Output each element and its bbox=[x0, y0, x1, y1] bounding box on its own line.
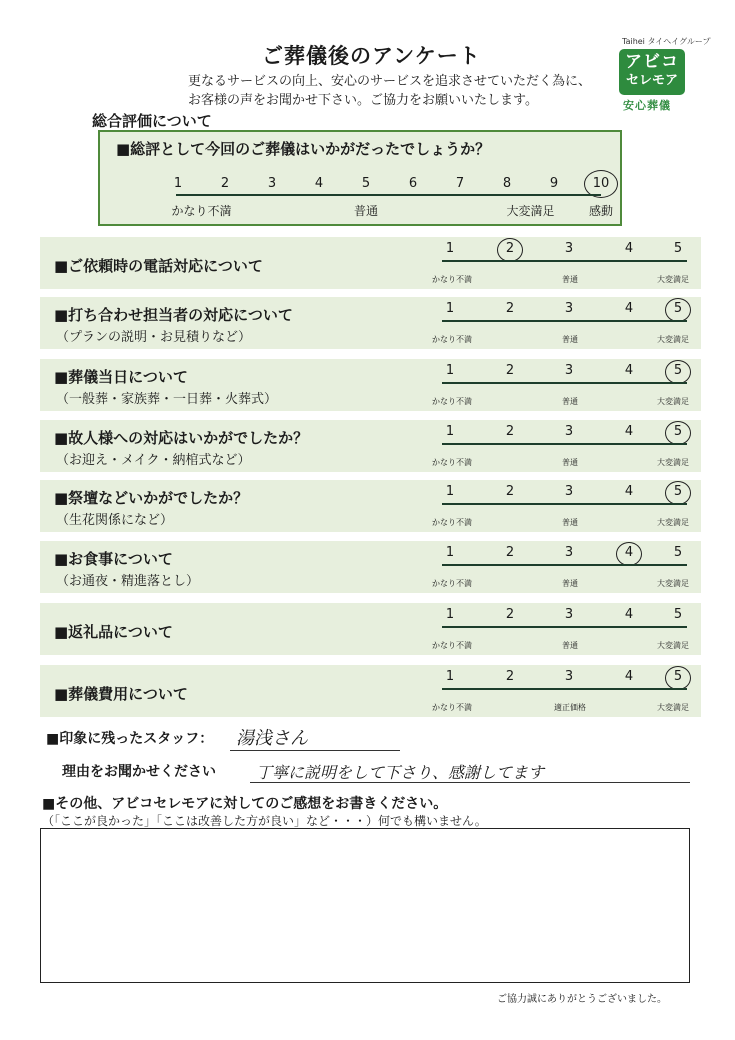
rating-option[interactable]: 2 bbox=[505, 363, 515, 378]
rating-option[interactable]: 2 bbox=[505, 241, 515, 256]
other-comments-label: ■その他、アビコセレモアに対してのご感想をお書きください。 bbox=[42, 796, 448, 812]
rating-scale-label: かなり不満 bbox=[432, 703, 472, 712]
logo-tagline: 安心葬儀 bbox=[623, 99, 671, 112]
rating-question: ■ご依頼時の電話対応について bbox=[54, 257, 263, 275]
overall-scale-label: 感動 bbox=[588, 204, 614, 218]
rating-row bbox=[40, 237, 701, 289]
rating-row bbox=[40, 541, 701, 593]
rating-question-detail: （生花関係になど） bbox=[56, 513, 174, 528]
logo-group-text: Taihei タイヘイグループ bbox=[622, 37, 711, 46]
logo-line2: セレモア bbox=[625, 73, 678, 88]
section-heading: 総合評価について bbox=[92, 112, 212, 130]
reason-label: 理由をお聞かせください bbox=[62, 764, 216, 780]
overall-scale-option[interactable]: 9 bbox=[549, 176, 559, 191]
rating-option[interactable]: 4 bbox=[624, 545, 634, 560]
other-comments-hint: （「ここが良かった」「ここは改善した方が良い」など・・・）何でも構いません。 bbox=[42, 814, 487, 828]
staff-label: ■印象に残ったスタッフ： bbox=[46, 731, 214, 747]
company-logo bbox=[619, 36, 711, 113]
rating-option[interactable]: 1 bbox=[445, 607, 455, 622]
rating-question: ■返礼品について bbox=[54, 623, 173, 641]
rating-scale-label: かなり不満 bbox=[432, 518, 472, 527]
rating-question-detail: （プランの説明・お見積りなど） bbox=[56, 330, 252, 345]
comments-textarea[interactable] bbox=[40, 828, 690, 983]
rating-scale-label: かなり不満 bbox=[432, 641, 472, 650]
rating-option[interactable]: 4 bbox=[624, 424, 634, 439]
rating-scale-label: かなり不満 bbox=[432, 275, 472, 284]
overall-scale-option[interactable]: 1 bbox=[173, 176, 183, 191]
rating-option[interactable]: 5 bbox=[673, 424, 683, 439]
rating-option[interactable]: 1 bbox=[445, 545, 455, 560]
rating-option[interactable]: 4 bbox=[624, 669, 634, 684]
rating-scale-label: 大変満足 bbox=[657, 579, 689, 588]
rating-option[interactable]: 1 bbox=[445, 669, 455, 684]
rating-option[interactable]: 5 bbox=[673, 669, 683, 684]
rating-scale-label: かなり不満 bbox=[432, 335, 472, 344]
reason-input[interactable]: 丁寧に説明をして下さり、感謝してます bbox=[256, 763, 545, 782]
rating-option[interactable]: 1 bbox=[445, 301, 455, 316]
rating-scale-label: 大変満足 bbox=[657, 397, 689, 406]
logo-line1: アビコ bbox=[625, 52, 679, 72]
rating-option[interactable]: 3 bbox=[564, 484, 574, 499]
rating-scale-label: 大変満足 bbox=[657, 703, 689, 712]
rating-row bbox=[40, 603, 701, 655]
rating-scale-line bbox=[442, 320, 687, 322]
rating-question-detail: （お迎え・メイク・納棺式など） bbox=[56, 453, 251, 468]
intro-text bbox=[188, 72, 591, 110]
rating-scale-label: 普通 bbox=[562, 335, 578, 344]
rating-scale-line bbox=[442, 260, 687, 262]
rating-scale-label: 普通 bbox=[562, 518, 578, 527]
rating-scale-line bbox=[442, 443, 687, 445]
rating-option[interactable]: 3 bbox=[564, 669, 574, 684]
overall-scale-option[interactable]: 5 bbox=[361, 176, 371, 191]
rating-option[interactable]: 4 bbox=[624, 607, 634, 622]
rating-option[interactable]: 1 bbox=[445, 424, 455, 439]
rating-option[interactable]: 2 bbox=[505, 484, 515, 499]
selected-circle bbox=[665, 666, 691, 690]
intro-line: お客様の声をお聞かせ下さい。ご協力をお願いいたします。 bbox=[188, 93, 538, 108]
rating-scale-label: 普通 bbox=[562, 579, 578, 588]
rating-option[interactable]: 2 bbox=[505, 545, 515, 560]
rating-option[interactable]: 4 bbox=[624, 241, 634, 256]
selected-circle bbox=[665, 360, 691, 384]
rating-question: ■打ち合わせ担当者の対応について bbox=[54, 306, 293, 324]
selected-circle bbox=[665, 421, 691, 445]
rating-scale-line bbox=[442, 382, 687, 384]
selected-circle bbox=[497, 238, 523, 262]
rating-scale-line bbox=[442, 626, 687, 628]
staff-underline bbox=[230, 750, 400, 751]
rating-scale-label: かなり不満 bbox=[432, 397, 472, 406]
rating-option[interactable]: 5 bbox=[673, 241, 683, 256]
rating-option[interactable]: 5 bbox=[673, 607, 683, 622]
rating-question: ■葬儀当日について bbox=[54, 368, 188, 386]
rating-scale-line bbox=[442, 688, 687, 690]
rating-option[interactable]: 3 bbox=[564, 363, 574, 378]
rating-question: ■故人様への対応はいかがでしたか？ bbox=[54, 429, 309, 447]
overall-scale-option[interactable]: 6 bbox=[408, 176, 418, 191]
rating-scale-label: 普通 bbox=[562, 641, 578, 650]
survey-title: ご葬儀後のアンケート bbox=[262, 44, 481, 68]
rating-scale-label: 大変満足 bbox=[657, 641, 689, 650]
overall-scale-line bbox=[176, 194, 601, 196]
logo-badge bbox=[619, 49, 685, 95]
rating-scale-label: 大変満足 bbox=[657, 518, 689, 527]
selected-circle bbox=[665, 481, 691, 505]
rating-option[interactable]: 2 bbox=[505, 669, 515, 684]
overall-scale-option[interactable]: 7 bbox=[455, 176, 465, 191]
rating-option[interactable]: 5 bbox=[673, 363, 683, 378]
staff-input[interactable]: 湯浅さん bbox=[236, 728, 308, 749]
rating-option[interactable]: 3 bbox=[564, 241, 574, 256]
overall-scale-label: かなり不満 bbox=[171, 204, 232, 218]
rating-option[interactable]: 4 bbox=[624, 301, 634, 316]
rating-question: ■祭壇などいかがでしたか？ bbox=[54, 489, 249, 507]
rating-question: ■葬儀費用について bbox=[54, 685, 188, 703]
rating-option[interactable]: 4 bbox=[624, 484, 634, 499]
rating-scale-label: 普通 bbox=[562, 397, 578, 406]
rating-option[interactable]: 2 bbox=[505, 424, 515, 439]
overall-scale-option[interactable]: 10 bbox=[592, 176, 610, 191]
rating-row bbox=[40, 480, 701, 532]
overall-rating-panel bbox=[98, 130, 622, 226]
overall-scale-option[interactable]: 3 bbox=[267, 176, 277, 191]
rating-scale-label: 普通 bbox=[562, 275, 578, 284]
selected-circle bbox=[616, 542, 642, 566]
rating-option[interactable]: 5 bbox=[673, 301, 683, 316]
rating-option[interactable]: 5 bbox=[673, 484, 683, 499]
rating-option[interactable]: 3 bbox=[564, 607, 574, 622]
rating-scale-label: 大変満足 bbox=[657, 335, 689, 344]
overall-scale-option[interactable]: 2 bbox=[220, 176, 230, 191]
rating-scale-label: かなり不満 bbox=[432, 579, 472, 588]
overall-scale-option[interactable]: 8 bbox=[502, 176, 512, 191]
rating-scale-label: 大変満足 bbox=[657, 458, 689, 467]
rating-option[interactable]: 1 bbox=[445, 484, 455, 499]
rating-option[interactable]: 3 bbox=[564, 301, 574, 316]
intro-line: 更なるサービスの向上、安心のサービスを追求させていただく為に、 bbox=[188, 74, 592, 89]
rating-option[interactable]: 2 bbox=[505, 607, 515, 622]
rating-option[interactable]: 1 bbox=[445, 363, 455, 378]
rating-scale-line bbox=[442, 503, 687, 505]
rating-option[interactable]: 1 bbox=[445, 241, 455, 256]
rating-scale-label: 大変満足 bbox=[657, 275, 689, 284]
overall-scale-label: 普通 bbox=[353, 204, 379, 218]
rating-row bbox=[40, 665, 701, 717]
rating-option[interactable]: 5 bbox=[673, 545, 683, 560]
rating-scale-label: かなり不満 bbox=[432, 458, 472, 467]
rating-row bbox=[40, 359, 701, 411]
rating-question-detail: （お通夜・精進落とし） bbox=[56, 574, 200, 589]
rating-row bbox=[40, 297, 701, 349]
rating-scale-label: 普通 bbox=[562, 458, 578, 467]
rating-option[interactable]: 3 bbox=[564, 424, 574, 439]
overall-scale-label: 大変満足 bbox=[506, 204, 555, 218]
rating-option[interactable]: 3 bbox=[564, 545, 574, 560]
overall-scale-option[interactable]: 4 bbox=[314, 176, 324, 191]
rating-scale-label: 適正価格 bbox=[554, 703, 586, 712]
rating-option[interactable]: 4 bbox=[624, 363, 634, 378]
rating-question: ■お食事について bbox=[54, 550, 173, 568]
selected-circle bbox=[665, 298, 691, 322]
rating-row bbox=[40, 420, 701, 472]
rating-option[interactable]: 2 bbox=[505, 301, 515, 316]
rating-question-detail: （一般葬・家族葬・一日葬・火葬式） bbox=[56, 392, 278, 407]
rating-scale-line bbox=[442, 564, 687, 566]
thank-you-footer: ご協力誠にありがとうございました。 bbox=[497, 994, 667, 1005]
overall-question: ■総評として今回のご葬儀はいかがだったでしょうか？ bbox=[116, 140, 491, 158]
